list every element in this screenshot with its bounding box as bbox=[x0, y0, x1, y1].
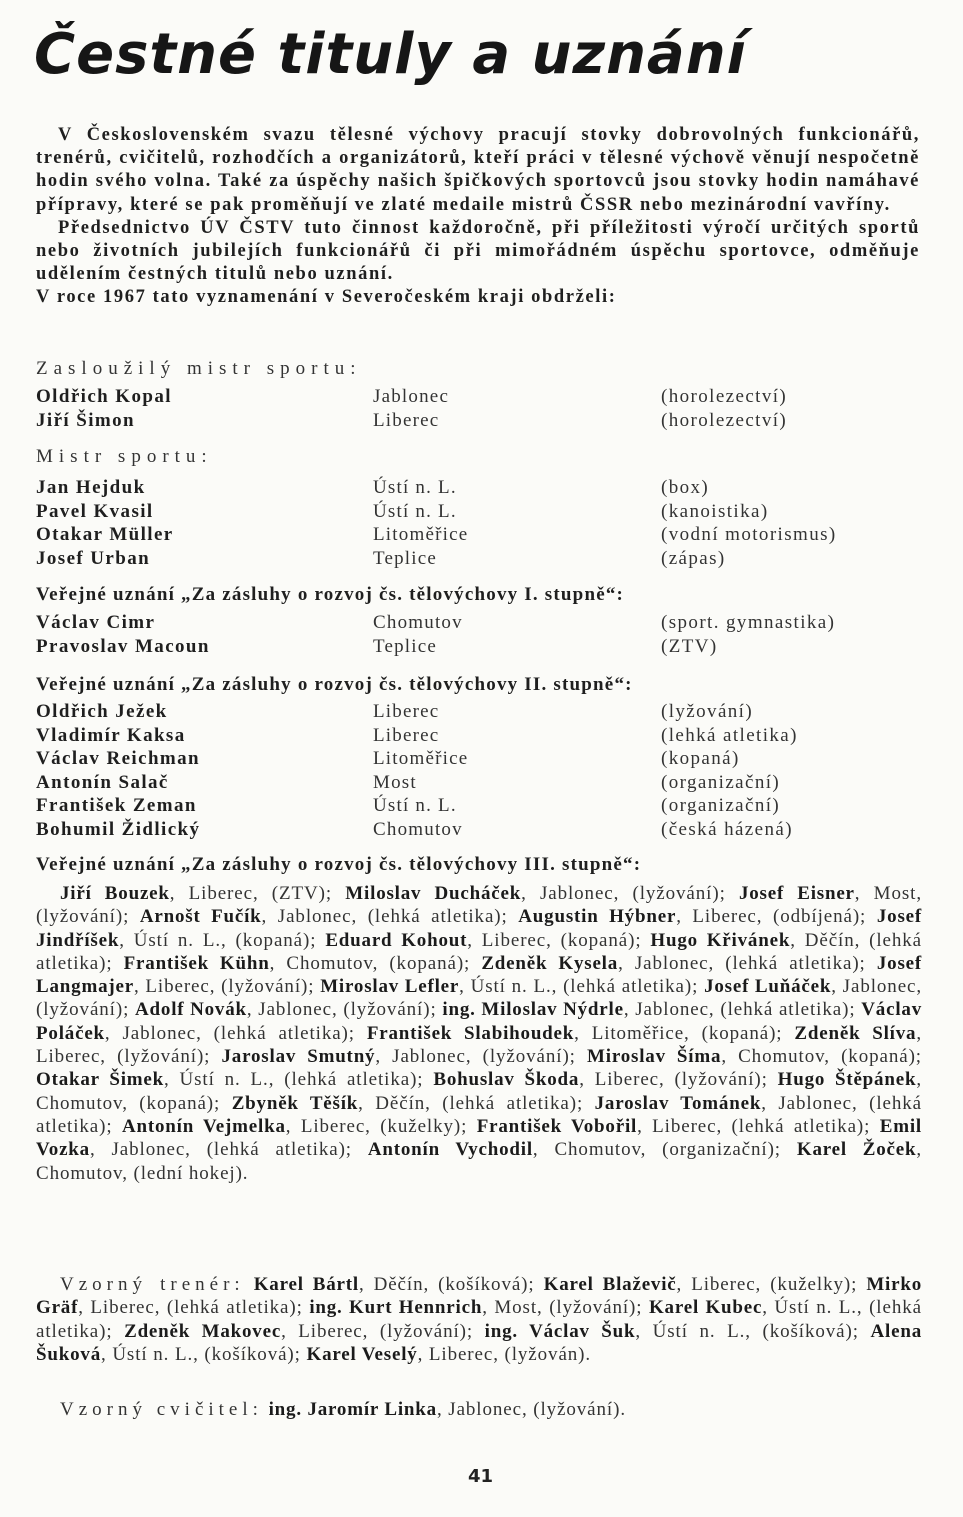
recipient-name: Alena Šuková bbox=[36, 1320, 922, 1365]
recipient-name: Otakar Müller bbox=[36, 524, 174, 545]
recipient-name: Josef Luňáček bbox=[704, 976, 832, 998]
recipient-details: , Litoměřice, (kopaná); bbox=[574, 1022, 795, 1044]
recipient-name: Pavel Kvasil bbox=[36, 500, 154, 522]
recipient-details: , Liberec, (kuželky); bbox=[676, 1274, 867, 1295]
intro-paragraph-3: V roce 1967 tato vyznamenání v Severočeském kraji obdrželi: bbox=[36, 287, 617, 308]
recipient-sport: (organizační) bbox=[661, 795, 781, 816]
recipient-name: Bohuslav Škoda bbox=[433, 1069, 580, 1091]
recipient-city: Chomutov bbox=[373, 612, 463, 633]
award-row bbox=[36, 477, 926, 501]
recipient-name: Otakar Šimek bbox=[36, 1069, 164, 1091]
recipient-name: ing. Miloslav Nýdrle bbox=[442, 999, 624, 1021]
recipient-city: Litoměřice bbox=[373, 524, 469, 545]
recipient-city: Ústí n. L. bbox=[373, 500, 457, 522]
recipient-name: Miroslav Šíma bbox=[587, 1046, 722, 1068]
recipient-city: Teplice bbox=[373, 635, 438, 657]
recipient-details: , Ústí n. L., (lehká atletika); bbox=[36, 1297, 922, 1342]
recipient-name: Antonín Salač bbox=[36, 771, 169, 793]
recipient-sport: (kanoistika) bbox=[661, 500, 769, 522]
recipient-details: , Chomutov, (lední hokej). bbox=[36, 1139, 922, 1184]
award-row bbox=[36, 636, 926, 660]
recipient-details: , Jablonec, (lehká atletika); bbox=[89, 1139, 368, 1161]
recipient-city: Liberec bbox=[373, 724, 440, 746]
recipient-details: , Ústí n. L., (lehká atletika); bbox=[459, 976, 705, 998]
recipient-details: , Chomutov, (kopaná); bbox=[36, 1069, 922, 1114]
recipient-name: Augustin Hýbner bbox=[518, 906, 677, 928]
award-list-cvicitel bbox=[36, 1398, 922, 1421]
award-table-vu2 bbox=[36, 701, 926, 842]
award-row bbox=[36, 548, 926, 572]
section-label-vu2: Veřejné uznání „Za zásluhy o rozvoj čs. tělovýchovy II. stupně“: bbox=[36, 674, 633, 695]
award-list-trener bbox=[36, 1273, 922, 1366]
recipient-name: ing. Jaromír Linka bbox=[268, 1399, 437, 1420]
recipient-sport: (ZTV) bbox=[661, 635, 718, 657]
recipient-details: , Liberec, (lyžován). bbox=[417, 1343, 592, 1365]
recipient-details: , Liberec, (kopaná); bbox=[467, 929, 651, 951]
section-label-vu3: Veřejné uznání „Za zásluhy o rozvoj čs. tělovýchovy III. stupně“: bbox=[36, 854, 642, 875]
recipient-name: Karel Blaževič bbox=[543, 1274, 677, 1295]
recipient-details: , Liberec, (lyžování); bbox=[579, 1069, 778, 1091]
section-label-zms: Zasloužilý mistr sportu: bbox=[36, 358, 362, 379]
recipient-name: Oldřich Kopal bbox=[36, 386, 172, 407]
recipient-name: ing. Václav Šuk bbox=[484, 1320, 636, 1342]
award-row bbox=[36, 725, 926, 749]
award-table-ms bbox=[36, 477, 926, 571]
recipient-name: Jan Hejduk bbox=[36, 477, 146, 498]
recipient-name: Bohumil Židlický bbox=[36, 818, 201, 840]
recipient-details: , Děčín, (lehká atletika); bbox=[36, 929, 923, 974]
intro-text bbox=[36, 124, 920, 310]
recipient-city: Teplice bbox=[373, 547, 438, 569]
recipient-details: , Jablonec, (lehká atletika); bbox=[261, 906, 519, 928]
recipient-name: Antonín Vejmelka bbox=[121, 1115, 286, 1137]
recipient-details: , Jablonec, (lehká atletika); bbox=[623, 999, 862, 1021]
section-label-ms: Mistr sportu: bbox=[36, 446, 213, 467]
recipient-details: , Jablonec, (lyžování); bbox=[521, 883, 739, 904]
recipient-name: Miroslav Lefler bbox=[320, 976, 460, 998]
recipient-details: , Ústí n. L., (košíková); bbox=[635, 1320, 871, 1342]
recipient-name: František Vobořil bbox=[476, 1115, 638, 1137]
recipient-name: Adolf Novák bbox=[135, 999, 247, 1021]
recipient-details: , Chomutov, (organizační); bbox=[532, 1139, 797, 1161]
recipient-name: Jaroslav Smutný bbox=[221, 1046, 376, 1068]
award-category-label: Vzorný cvičitel: bbox=[60, 1399, 263, 1420]
recipient-name: František Zeman bbox=[36, 795, 197, 816]
award-row bbox=[36, 612, 926, 636]
award-list-vu3 bbox=[36, 882, 922, 1185]
recipient-details: , Liberec, (lyžování); bbox=[36, 1022, 923, 1068]
recipient-name: Václav Cimr bbox=[36, 612, 156, 633]
recipient-name: Mirko Gräf bbox=[36, 1274, 923, 1319]
recipient-city: Litoměřice bbox=[373, 748, 469, 769]
recipient-name: Miloslav Ducháček bbox=[345, 883, 522, 904]
recipient-sport: (česká házená) bbox=[661, 818, 793, 840]
award-table-zms bbox=[36, 386, 926, 433]
recipient-name: František Kühn bbox=[123, 952, 270, 974]
award-row bbox=[36, 819, 926, 843]
recipient-city: Chomutov bbox=[373, 818, 463, 840]
recipient-details: , Jablonec, (lyžování); bbox=[246, 999, 443, 1021]
recipient-city: Jablonec bbox=[373, 386, 450, 407]
recipient-name: Karel Veselý bbox=[306, 1343, 418, 1365]
recipient-details: , Chomutov, (kopaná); bbox=[269, 952, 482, 974]
award-row bbox=[36, 772, 926, 796]
recipient-details: , Ústí n. L., (kopaná); bbox=[119, 929, 326, 951]
recipient-details: , Děčín, (lehká atletika); bbox=[358, 1092, 595, 1114]
recipient-name: Jiří Bouzek bbox=[60, 883, 170, 904]
recipient-name: Emil Vozka bbox=[36, 1115, 923, 1161]
recipient-name: Arnošt Fučík bbox=[139, 906, 262, 928]
recipient-details: , Jablonec, (lyžování); bbox=[36, 976, 923, 1021]
recipient-details: , Jablonec, (lehká atletika); bbox=[618, 952, 877, 974]
award-row bbox=[36, 701, 926, 725]
recipient-name: Antonín Vychodil bbox=[367, 1139, 533, 1161]
recipient-name: František Slabihoudek bbox=[366, 1022, 575, 1044]
recipient-name: Zdeněk Kysela bbox=[481, 952, 619, 974]
recipient-name: Josef Urban bbox=[36, 547, 151, 569]
recipient-name: Václav Poláček bbox=[36, 999, 922, 1044]
recipient-details: , Most, (lyžování); bbox=[482, 1297, 649, 1319]
recipient-name: Hugo Štěpánek bbox=[777, 1069, 917, 1091]
award-row bbox=[36, 410, 926, 434]
recipient-details: , Děčín, (košíková); bbox=[358, 1274, 544, 1295]
recipient-name: Vladimír Kaksa bbox=[36, 724, 186, 746]
recipient-name: Václav Reichman bbox=[36, 748, 201, 769]
recipient-sport: (vodní motorismus) bbox=[661, 524, 837, 545]
recipient-sport: (horolezectví) bbox=[661, 386, 788, 407]
recipient-name: Jiří Šimon bbox=[36, 409, 135, 431]
recipient-name: Josef Eisner bbox=[738, 883, 855, 904]
award-row bbox=[36, 748, 926, 772]
recipient-details: , Most, (lyžování); bbox=[36, 883, 922, 928]
recipient-name: ing. Kurt Hennrich bbox=[309, 1297, 483, 1319]
award-row bbox=[36, 795, 926, 819]
recipient-name: Hugo Křivánek bbox=[650, 929, 791, 951]
recipient-sport: (organizační) bbox=[661, 771, 781, 793]
award-row bbox=[36, 501, 926, 525]
recipient-name: Jaroslav Tománek bbox=[594, 1092, 762, 1114]
award-table-vu1 bbox=[36, 612, 926, 659]
recipient-sport: (kopaná) bbox=[661, 748, 740, 769]
recipient-details: , Liberec, (kuželky); bbox=[285, 1115, 477, 1137]
page-number: 41 bbox=[468, 1466, 494, 1487]
recipient-name: Oldřich Ježek bbox=[36, 701, 168, 722]
recipient-city: Liberec bbox=[373, 701, 440, 722]
recipient-name: Zdeněk Slíva bbox=[794, 1022, 917, 1044]
recipient-sport: (zápas) bbox=[661, 547, 726, 569]
recipient-name: Pravoslav Macoun bbox=[36, 635, 210, 657]
recipient-details: , Liberec, (lyžování); bbox=[133, 976, 321, 998]
page-title: Čestné tituly a uznání bbox=[34, 22, 747, 87]
recipient-details: , Chomutov, (kopaná); bbox=[721, 1046, 922, 1068]
recipient-details: , Jablonec, (lehká atletika); bbox=[104, 1022, 367, 1044]
recipient-city: Ústí n. L. bbox=[373, 477, 457, 498]
recipient-details: , Liberec, (ZTV); bbox=[169, 883, 346, 904]
award-row bbox=[36, 386, 926, 410]
recipient-details: , Jablonec, (lyžování); bbox=[375, 1046, 588, 1068]
recipient-details: , Liberec, (odbíjená); bbox=[676, 906, 877, 928]
award-row bbox=[36, 524, 926, 548]
recipient-sport: (lyžování) bbox=[661, 701, 754, 722]
section-label-vu1: Veřejné uznání „Za zásluhy o rozvoj čs. tělovýchovy I. stupně“: bbox=[36, 584, 625, 605]
recipient-city: Most bbox=[373, 771, 417, 793]
recipient-name: Karel Žoček bbox=[796, 1139, 917, 1161]
recipient-details: , Jablonec, (lyžování). bbox=[436, 1399, 626, 1420]
recipient-name: Josef Langmajer bbox=[36, 952, 922, 998]
recipient-sport: (horolezectví) bbox=[661, 409, 788, 431]
recipient-details: , Ústí n. L., (košíková); bbox=[101, 1343, 307, 1365]
recipient-city: Ústí n. L. bbox=[373, 795, 457, 816]
recipient-name: Karel Bártl bbox=[253, 1274, 359, 1295]
recipient-name: Eduard Kohout bbox=[325, 929, 468, 951]
intro-paragraph-1: V Československém svazu tělesné výchovy pracují stovky dobrovolných funkcionářů, trenérů, cvičitelů, rozhodčích a organizátorů, kteří práci v tělesné výchově věnují nespočetně hodin svého volna. Také za úspěchy našich špičkových sportovců jsou stovky hodin namáhavé přípravy, které se pak proměňují ve zlaté medaile mistrů ČSSR nebo mezinárodní vavříny. bbox=[36, 125, 920, 215]
recipient-sport: (sport. gymnastika) bbox=[661, 612, 836, 633]
recipient-name: Zdeněk Makovec bbox=[124, 1320, 282, 1342]
recipient-details: , Liberec, (lyžování); bbox=[281, 1320, 485, 1342]
recipient-name: Zbyněk Těšík bbox=[231, 1092, 359, 1114]
recipient-details: , Liberec, (lehká atletika); bbox=[78, 1297, 310, 1319]
recipient-details: , Jablonec, (lehká atletika); bbox=[36, 1092, 922, 1137]
recipient-details: , Ústí n. L., (lehká atletika); bbox=[164, 1069, 434, 1091]
recipient-name: Josef Jindříšek bbox=[36, 906, 922, 951]
award-category-label: Vzorný trenér: bbox=[60, 1274, 245, 1295]
recipient-sport: (lehká atletika) bbox=[661, 724, 798, 746]
recipient-name: Karel Kubec bbox=[648, 1297, 763, 1319]
recipient-details: , Liberec, (lehká atletika); bbox=[637, 1115, 880, 1137]
recipient-sport: (box) bbox=[661, 477, 710, 498]
intro-paragraph-2: Předsednictvo ÚV ČSTV tuto činnost každoročně, při příležitosti výročí určitých sportů nebo životních jubilejích funkcionářů či při mimořádném úspěchu sportovce, odměňuje udělením čestných titulů nebo uznání. bbox=[36, 217, 920, 285]
recipient-city: Liberec bbox=[373, 409, 440, 431]
